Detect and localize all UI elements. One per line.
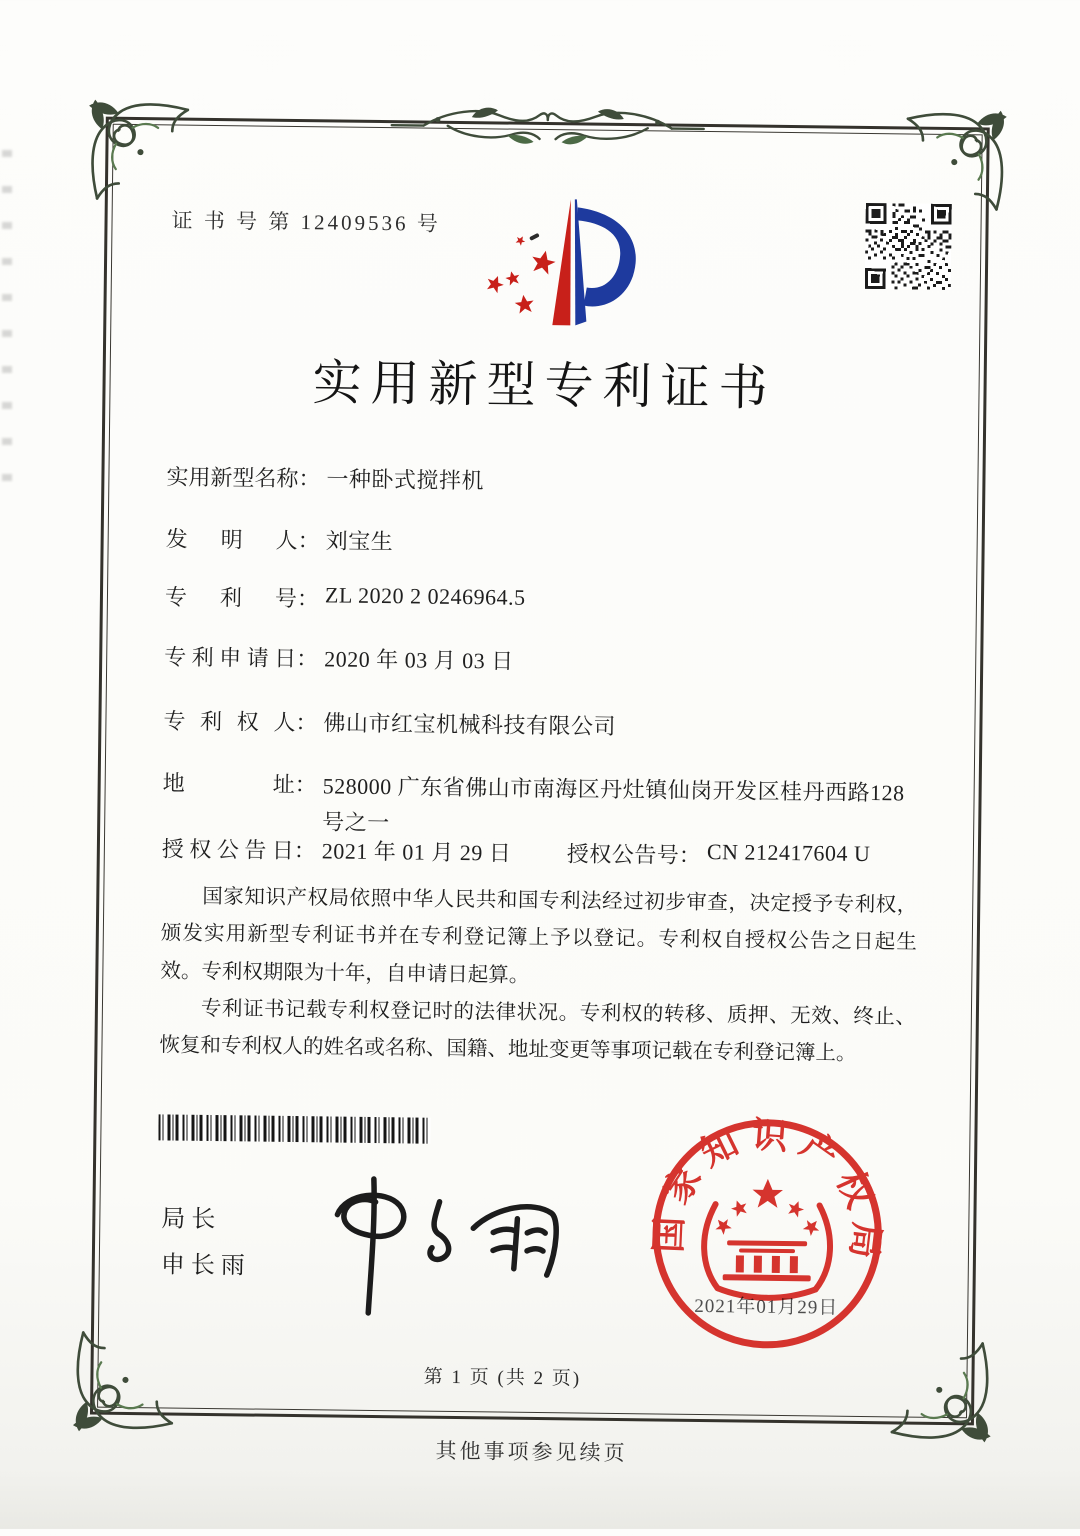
field-value: 一种卧式搅拌机 (326, 466, 485, 494)
colon: ： (296, 646, 319, 672)
field-label: 地址 (162, 770, 295, 798)
legal-paragraph-1: 国家知识产权局依照中华人民共和国专利法经过初步审查，决定授予专利权，颁发实用新型专利证书并在专利登记簿上予以登记。专利权自授权公告之日起生效。专利权期限为十年，自申请日起算。 (160, 885, 918, 987)
director-title: 局长 (161, 1205, 222, 1234)
national-emblem-icon (704, 1178, 831, 1299)
seal-date: 2021年01月29日 (694, 1295, 839, 1319)
field-label: 授权公告日 (161, 836, 295, 863)
certificate-frame (90, 117, 990, 1426)
certificate-title: 实用新型专利证书 (312, 355, 777, 416)
director-name: 申长雨 (160, 1251, 251, 1280)
continuation-note: 其他事项参见续页 (435, 1438, 628, 1466)
field-value: 528000 广东省佛山市南海区丹灶镇仙岗开发区桂丹西路128号之一 (322, 773, 905, 835)
floral-corner-ornament-icon (901, 102, 1014, 215)
cnipa-logo-icon (472, 190, 656, 350)
field-label: 授权公告号 (566, 841, 679, 868)
director-signature (286, 1162, 568, 1323)
colon: ： (678, 842, 702, 868)
field-row-patentee (163, 704, 939, 744)
certificate-number: 证 书 号 第 12409536 号 (171, 208, 441, 236)
colon: ： (297, 528, 320, 554)
field-value: CN 212417604 U (706, 839, 871, 867)
colon: ： (296, 586, 320, 612)
field-value: 2021 年 01 月 29 日 (321, 838, 512, 866)
field-pair-grant-no (567, 837, 871, 872)
field-value: ZL 2020 2 0246964.5 (324, 582, 526, 610)
legal-paragraph-2: 专利证书记载专利权登记时的法律状况。专利权的转移、质押、无效、终止、恢复和专利权人的姓名或名称、国籍、地址变更等事项记载在专利登记簿上。 (159, 997, 917, 1066)
field-row-inventor (165, 522, 941, 562)
page-info: 第 1 页 (共 2 页) (423, 1366, 582, 1390)
official-seal (641, 1107, 894, 1360)
colon: ： (295, 710, 318, 736)
barcode (158, 1114, 430, 1143)
field-row-filing-date (164, 640, 940, 680)
field-label: 实用新型名称 (166, 464, 299, 492)
field-value: 佛山市红宝机械科技有限公司 (323, 710, 617, 739)
field-label: 发明人 (165, 526, 298, 554)
floral-corner-ornament-icon (81, 92, 194, 205)
field-value: 刘宝生 (325, 528, 394, 555)
field-row-name (166, 460, 942, 500)
colon: ： (294, 772, 317, 798)
field-row-patent-no (165, 580, 941, 620)
legal-text (159, 878, 917, 1074)
seal-agency-text: 国家知识产权局 (648, 1114, 888, 1271)
qr-code-icon (865, 203, 952, 290)
field-label: 专利权人 (163, 708, 296, 736)
colon: ： (293, 838, 317, 864)
field-label: 专利申请日 (164, 644, 297, 672)
field-label: 专利号 (164, 584, 298, 612)
colon: ： (298, 466, 321, 492)
field-value: 2020 年 03 月 03 日 (324, 646, 514, 674)
floral-top-ornament-icon (387, 92, 708, 162)
